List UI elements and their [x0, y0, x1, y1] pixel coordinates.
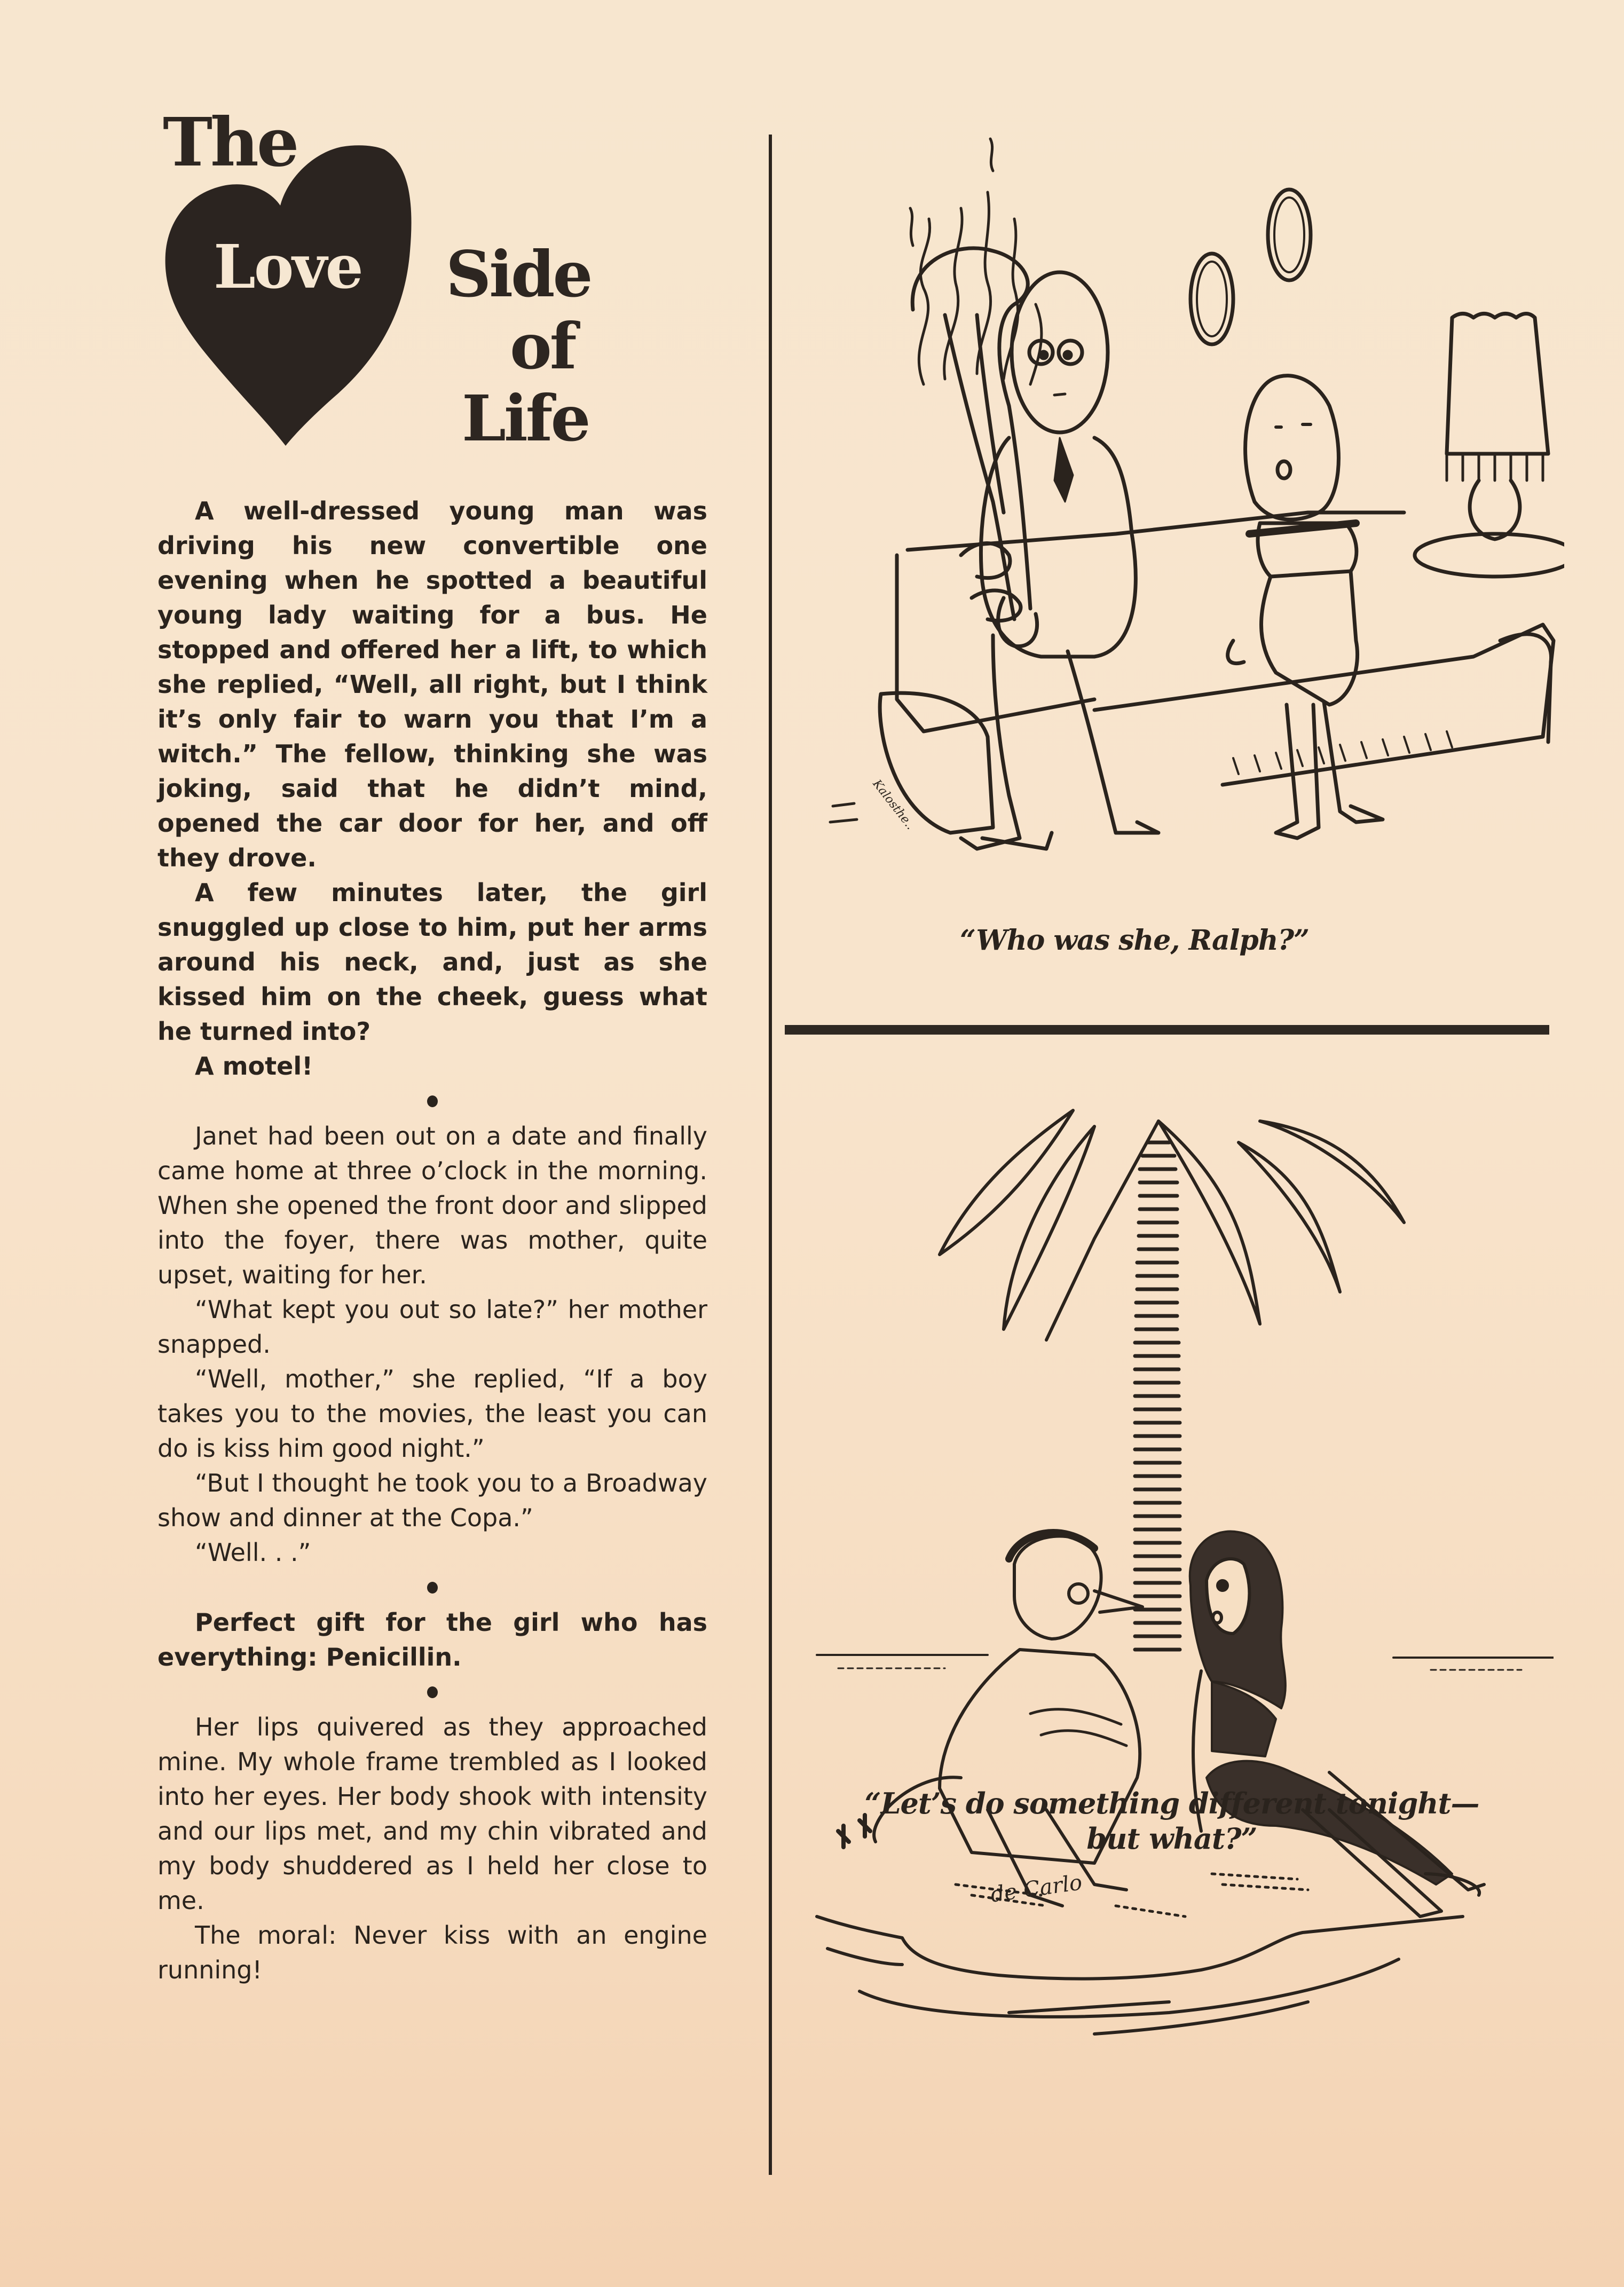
- joke-paragraph: Janet had been out on a date and finally came home at three o’clock in the morning. When she opened the front door and slipped into the foyer, there was mother, quite upset, waiting for her.: [157, 1122, 707, 1289]
- separator-bullet-icon: [427, 1582, 438, 1594]
- joke-paragraph: A few minutes later, the girl snuggled up close to him, put her arms around his neck, and, just as she kissed him on the cheek, guess what he turned into?: [157, 878, 707, 1046]
- joke-punchline: “Well. . .”: [195, 1538, 311, 1567]
- title-word-life: Life: [462, 381, 589, 455]
- joke-engine: [157, 1710, 707, 1988]
- separator-bullet-icon: [427, 1686, 438, 1698]
- separator-bullet-icon: [427, 1095, 438, 1107]
- joke-paragraph: Perfect gift for the girl who has everything: Penicillin.: [157, 1608, 707, 1671]
- cartoon-caption: “Who was she, Ralph?”: [960, 924, 1309, 957]
- title-word-love: Love: [214, 232, 362, 302]
- title-word-the: The: [163, 104, 297, 182]
- joke-punchline: The moral: Never kiss with an engine running!: [157, 1921, 707, 1984]
- cartoon-divider: [785, 1025, 1549, 1035]
- joke-paragraph: “Well, mother,” she replied, “If a boy takes you to the movies, the least you can do is kiss him good night.”: [157, 1365, 707, 1463]
- cartoon-caption: [833, 1786, 1511, 1856]
- palm-tree-icon: [940, 1110, 1404, 1650]
- title-word-of: of: [510, 309, 575, 383]
- artist-signature: Kalosthe..: [870, 777, 917, 832]
- joke-witch: [157, 494, 707, 1084]
- jokes-column: [157, 494, 707, 1988]
- cartoon-desert-island: [795, 1084, 1554, 2039]
- joke-penicillin: [157, 1605, 707, 1675]
- joke-paragraph: “What kept you out so late?” her mother snapped.: [157, 1295, 707, 1359]
- joke-paragraph: A well-dressed young man was driving his new convertible one evening when he spotted a beautiful young lady waiting for a bus. He stopped and offered her a lift, to which she replied, “Well, all right, but I think it’s only fair to warn you that I’m a witch.” The fellow, thinking she was joking, said that he didn’t mind, opened the car door for her, and off they drove.: [157, 496, 707, 872]
- cartoon-tuba-sofa: [817, 128, 1564, 913]
- artist-signature: de Carlo: [989, 1870, 1084, 1907]
- column-divider: [769, 135, 772, 2175]
- joke-punchline: A motel!: [195, 1052, 313, 1081]
- caption-line: “Let’s do something different tonight—: [864, 1786, 1479, 1820]
- joke-paragraph: Her lips quivered as they approached mine. My whole frame trembled as I looked into her eyes. Her body shook with intensity and our lips met, and my chin vibrated and my body shuddered as I held her close to me.: [157, 1713, 707, 1915]
- caption-line: but what?”: [1086, 1821, 1257, 1856]
- title-word-side: Side: [446, 237, 591, 311]
- joke-janet: [157, 1119, 707, 1570]
- joke-paragraph: “But I thought he took you to a Broadway show and dinner at the Copa.”: [157, 1469, 707, 1532]
